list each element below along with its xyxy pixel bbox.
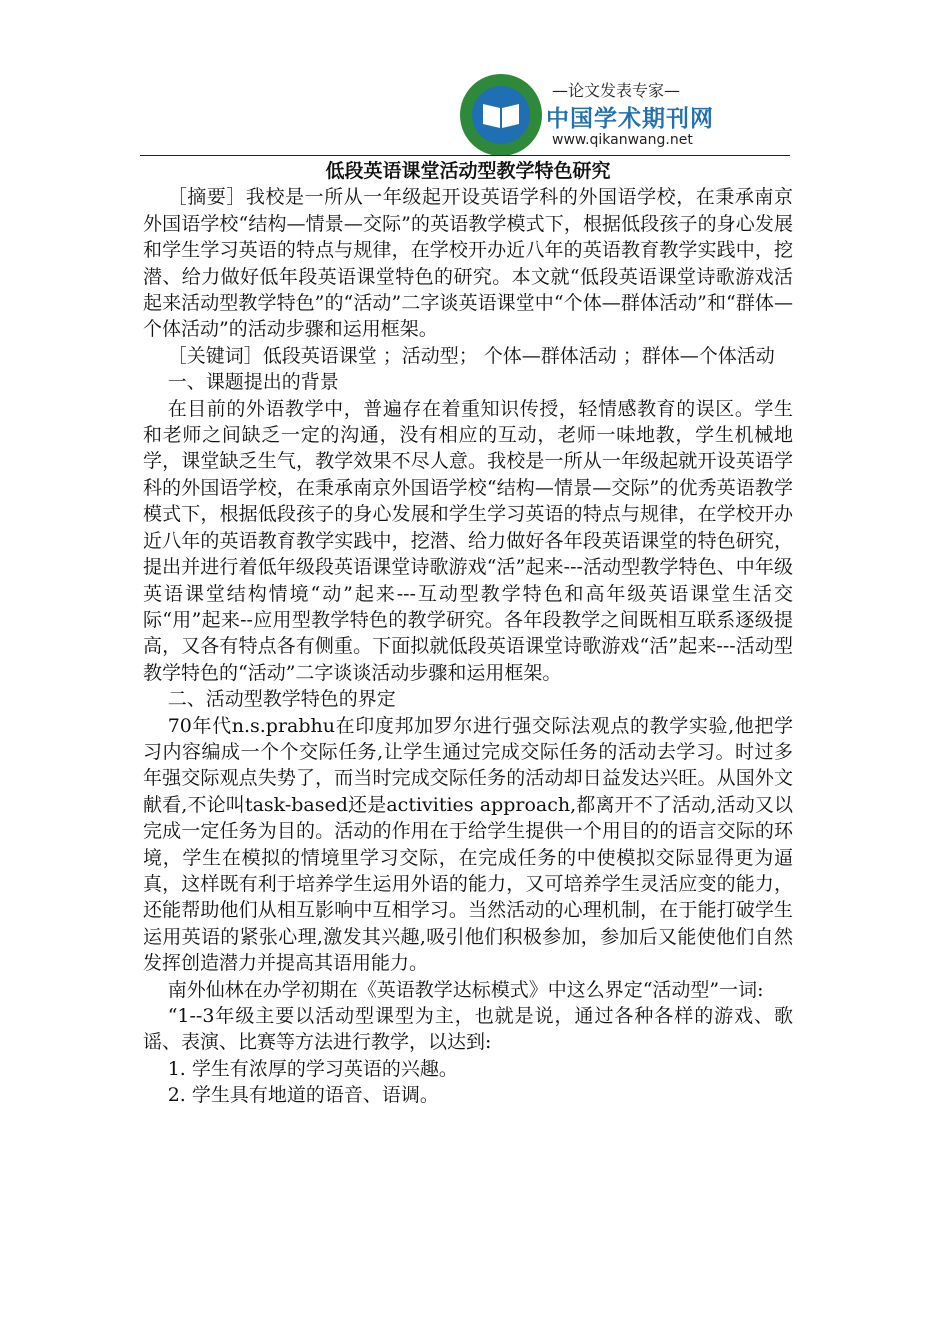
keywords-paragraph: ［关键词］低段英语课堂 ；活动型； 个体—群体活动 ；群体—个体活动 [167,344,775,367]
abstract-paragraph: ［摘要］我校是一所从一年级起开设英语学科的外国语学校，在秉承南京外国语学校“结构—情景—交际”的英语教学模式下，根据低段孩子的身心发展和学生学习英语的特点与规律，在学校开办近八年的英语教育教学实践中，挖潜、给力做好低年段英语课堂特色的研究。本文就“低段英语课堂诗歌游戏活起来活动型教学特色”的“活动”二字谈英语课堂中“个体—群体活动”和“群体—个体活动”的活动步骤和运用框架。 [143,186,793,341]
article-title: 低段英语课堂活动型教学特色研究 [325,160,611,182]
header-divider [140,155,790,156]
logo-emblem [460,74,542,156]
article-body [143,158,793,1109]
section-2-paragraph-2: 南外仙林在办学初期在《英语教学达标模式》中这么界定“活动型”一词: [167,978,764,1001]
section-2-heading: 二、活动型教学特色的界定 [167,688,396,711]
section-1-paragraph: 在目前的外语教学中，普遍存在着重知识传授，轻情感教育的误区。学生和老师之间缺乏一定的沟通，没有相应的互动，老师一味地教，学生机械地学，课堂缺乏生气，教学效果不尽人意。我校是一所从一年级起就开设英语学科的外国语学校，在秉承南京外国语学校“结构—情景—交际”的优秀英语教学模式下，根据低段孩子的身心发展和学生学习英语的特点与规律，在学校开办近八年的英语教育教学实践中，挖潜、给力做好各年段英语课堂的特色研究，提出并进行着低年级段英语课堂诗歌游戏“活”起来---活动型教学特色、中年级英语课堂结构情境“动”起来---互动型教学特色和高年级英语课堂生活交际“用”起来--应用型教学特色的教学研究。各年段教学之间既相互联系逐级提高，又各有特点各有侧重。下面拟就低段英语课堂诗歌游戏“活”起来---活动型教学特色的“活动”二字谈谈活动步骤和运用框架。 [143,397,793,684]
book-icon [472,86,530,144]
logo-slogan: —论文发表专家— [552,81,681,100]
section-2-paragraph-3: “1--3年级主要以活动型课型为主，也就是说，通过各种各样的游戏、歌谣、表演、比赛等方法进行教学，以达到: [143,1005,793,1054]
logo-name: 中国学术期刊网 [546,106,714,132]
list-item: 1. 学生有浓厚的学习英语的兴趣。 [167,1057,458,1080]
journal-logo-header [460,70,714,160]
logo-url: www.qikanwang.net [552,132,693,148]
section-1-heading: 一、课题提出的背景 [167,371,339,394]
list-item: 2. 学生具有地道的语音、语调。 [167,1084,439,1107]
section-2-paragraph-1: 70年代n.s.prabhu在印度邦加罗尔进行强交际法观点的教学实验,他把学习内容编成一个个交际任务,让学生通过完成交际任务的活动去学习。时过多年强交际观点失势了，而当时完成交际任务的活动却日益发达兴旺。从国外文献看,不论叫task-based还是activities approach,都离开不了活动,活动又以完成一定任务为目的。活动的作用在于给学生提供一个用目的的语言交际的环境，学生在模拟的情境里学习交际，在完成任务的中使模拟交际显得更为逼真，这样既有利于培养学生运用外语的能力，又可培养学生灵活应变的能力，还能帮助他们从相互影响中互相学习。当然活动的心理机制，在于能打破学生运用英语的紧张心理,激发其兴趣,吸引他们积极参加，参加后又能使他们自然发挥创造潜力并提高其语用能力。 [143,714,793,975]
